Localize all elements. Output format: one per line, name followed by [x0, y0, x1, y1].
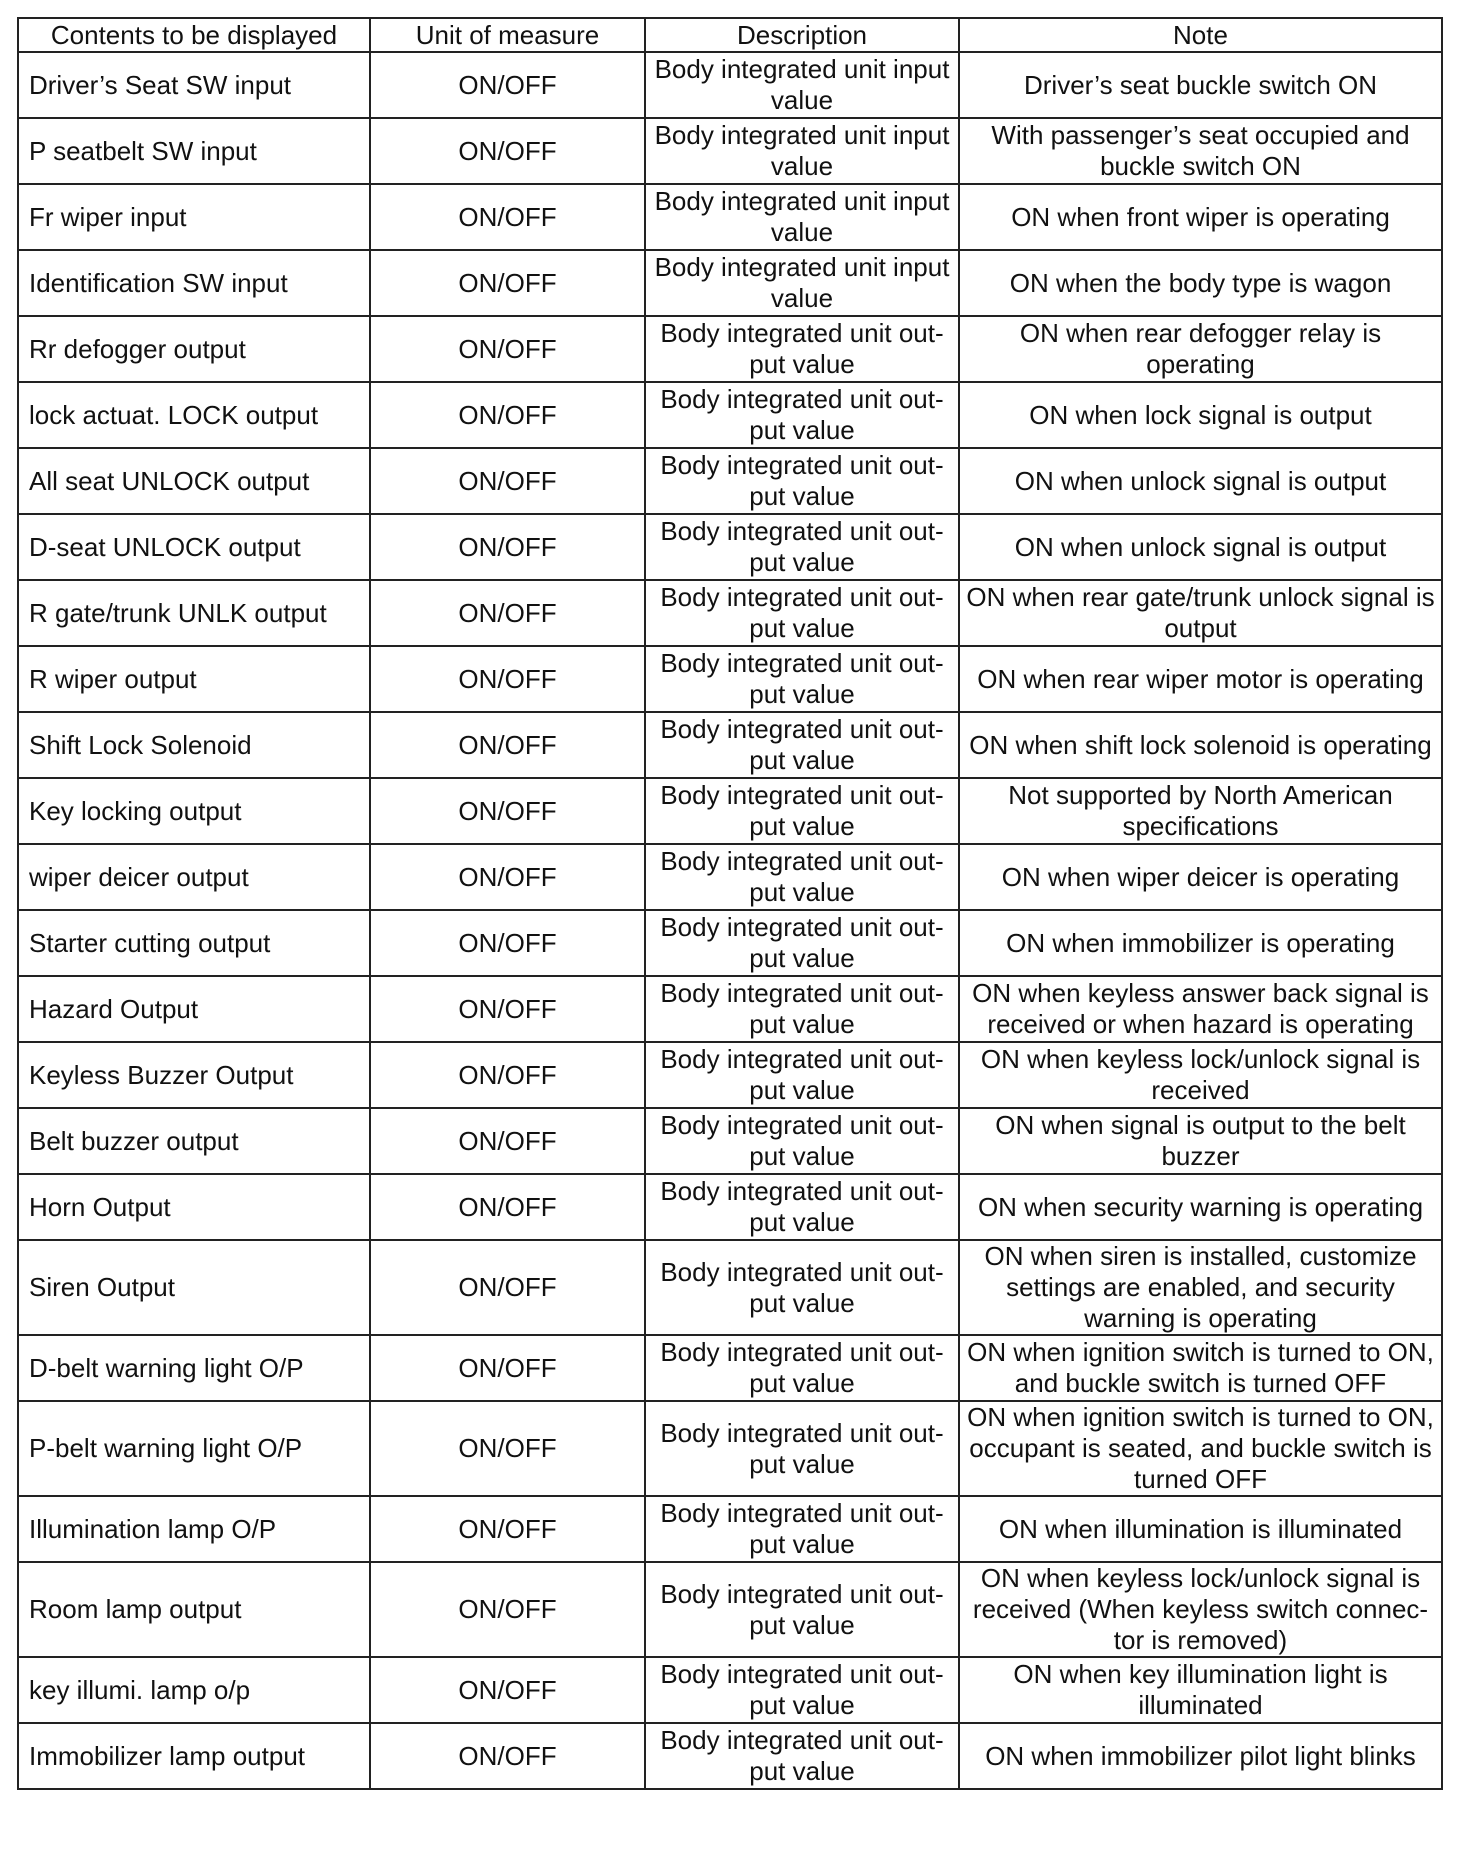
- row-description: Body integrated unit out-put value: [645, 1723, 959, 1789]
- row-note: ON when rear defogger relay is operating: [959, 316, 1442, 382]
- row-note: ON when immobilizer pilot light blinks: [959, 1723, 1442, 1789]
- row-unit: ON/OFF: [370, 1401, 645, 1496]
- table-row: [18, 1335, 1442, 1401]
- row-note: ON when the body type is wagon: [959, 250, 1442, 316]
- row-note: ON when security warning is operating: [959, 1174, 1442, 1240]
- row-note: ON when immobilizer is operating: [959, 910, 1442, 976]
- table-row: [18, 1401, 1442, 1496]
- table-row: [18, 1240, 1442, 1335]
- row-unit: ON/OFF: [370, 52, 645, 118]
- row-contents: Starter cutting output: [18, 910, 370, 976]
- row-description: Body integrated unit input value: [645, 52, 959, 118]
- row-contents: Siren Output: [18, 1240, 370, 1335]
- row-note: ON when front wiper is operating: [959, 184, 1442, 250]
- row-unit: ON/OFF: [370, 382, 645, 448]
- row-contents: Key locking output: [18, 778, 370, 844]
- row-contents: key illumi. lamp o/p: [18, 1657, 370, 1723]
- data-monitor-table: [17, 17, 1443, 1790]
- table-row: [18, 118, 1442, 184]
- row-description: Body integrated unit out-put value: [645, 1174, 959, 1240]
- row-contents: All seat UNLOCK output: [18, 448, 370, 514]
- row-description: Body integrated unit out-put value: [645, 778, 959, 844]
- row-description: Body integrated unit out-put value: [645, 844, 959, 910]
- row-unit: ON/OFF: [370, 1496, 645, 1562]
- row-description: Body integrated unit out-put value: [645, 1335, 959, 1401]
- row-note: ON when unlock signal is output: [959, 514, 1442, 580]
- row-contents: Immobilizer lamp output: [18, 1723, 370, 1789]
- row-note: ON when shift lock solenoid is operating: [959, 712, 1442, 778]
- row-note: ON when ignition switch is turned to ON, and buckle switch is turned OFF: [959, 1335, 1442, 1401]
- table-row: [18, 1496, 1442, 1562]
- row-description: Body integrated unit out-put value: [645, 1562, 959, 1657]
- row-description: Body integrated unit input value: [645, 250, 959, 316]
- table-row: [18, 1108, 1442, 1174]
- table-row: [18, 52, 1442, 118]
- table-row: [18, 646, 1442, 712]
- row-description: Body integrated unit out-put value: [645, 1401, 959, 1496]
- row-description: Body integrated unit input value: [645, 118, 959, 184]
- row-description: Body integrated unit out-put value: [645, 1108, 959, 1174]
- row-description: Body integrated unit out-put value: [645, 1042, 959, 1108]
- row-note: ON when siren is installed, customize settings are enabled, and security warning is operating: [959, 1240, 1442, 1335]
- row-description: Body integrated unit out-put value: [645, 1240, 959, 1335]
- row-unit: ON/OFF: [370, 1562, 645, 1657]
- row-contents: Room lamp output: [18, 1562, 370, 1657]
- row-contents: D-belt warning light O/P: [18, 1335, 370, 1401]
- row-description: Body integrated unit out-put value: [645, 316, 959, 382]
- row-unit: ON/OFF: [370, 1108, 645, 1174]
- table-row: [18, 910, 1442, 976]
- table-row: [18, 1657, 1442, 1723]
- row-description: Body integrated unit out-put value: [645, 646, 959, 712]
- row-unit: ON/OFF: [370, 1723, 645, 1789]
- row-description: Body integrated unit out-put value: [645, 580, 959, 646]
- table-row: [18, 1174, 1442, 1240]
- row-contents: R wiper output: [18, 646, 370, 712]
- row-description: Body integrated unit input value: [645, 184, 959, 250]
- row-note: ON when keyless answer back signal is received or when hazard is operating: [959, 976, 1442, 1042]
- row-contents: Identification SW input: [18, 250, 370, 316]
- row-contents: R gate/trunk UNLK output: [18, 580, 370, 646]
- table-row: [18, 382, 1442, 448]
- row-contents: P-belt warning light O/P: [18, 1401, 370, 1496]
- row-note: ON when unlock signal is output: [959, 448, 1442, 514]
- row-contents: P seatbelt SW input: [18, 118, 370, 184]
- header-description: Description: [645, 18, 959, 52]
- row-unit: ON/OFF: [370, 448, 645, 514]
- row-note: ON when ignition switch is turned to ON, occupant is seated, and buckle switch is turned OFF: [959, 1401, 1442, 1496]
- row-description: Body integrated unit out-put value: [645, 448, 959, 514]
- row-unit: ON/OFF: [370, 1657, 645, 1723]
- row-unit: ON/OFF: [370, 712, 645, 778]
- row-contents: Hazard Output: [18, 976, 370, 1042]
- row-unit: ON/OFF: [370, 976, 645, 1042]
- row-contents: wiper deicer output: [18, 844, 370, 910]
- row-unit: ON/OFF: [370, 250, 645, 316]
- row-note: ON when illumination is illuminated: [959, 1496, 1442, 1562]
- row-contents: Belt buzzer output: [18, 1108, 370, 1174]
- row-unit: ON/OFF: [370, 118, 645, 184]
- row-note: With passenger’s seat occupied and buckle switch ON: [959, 118, 1442, 184]
- table-row: [18, 448, 1442, 514]
- row-description: Body integrated unit out-put value: [645, 1657, 959, 1723]
- row-description: Body integrated unit out-put value: [645, 910, 959, 976]
- row-note: ON when rear gate/trunk unlock signal is output: [959, 580, 1442, 646]
- row-note: ON when keyless lock/unlock signal is received: [959, 1042, 1442, 1108]
- row-note: ON when rear wiper motor is operating: [959, 646, 1442, 712]
- table-row: [18, 580, 1442, 646]
- row-contents: Horn Output: [18, 1174, 370, 1240]
- table-row: [18, 1723, 1442, 1789]
- row-unit: ON/OFF: [370, 1174, 645, 1240]
- table-row: [18, 316, 1442, 382]
- row-unit: ON/OFF: [370, 1240, 645, 1335]
- row-unit: ON/OFF: [370, 646, 645, 712]
- table-row: [18, 250, 1442, 316]
- row-unit: ON/OFF: [370, 184, 645, 250]
- row-description: Body integrated unit out-put value: [645, 382, 959, 448]
- header-contents: Contents to be displayed: [18, 18, 370, 52]
- row-note: ON when signal is output to the belt buzzer: [959, 1108, 1442, 1174]
- row-note: ON when keyless lock/unlock signal is received (When keyless switch connec-tor is removed): [959, 1562, 1442, 1657]
- row-note: Driver’s seat buckle switch ON: [959, 52, 1442, 118]
- table-row: [18, 778, 1442, 844]
- row-note: ON when wiper deicer is operating: [959, 844, 1442, 910]
- row-unit: ON/OFF: [370, 910, 645, 976]
- row-note: ON when key illumination light is illuminated: [959, 1657, 1442, 1723]
- row-description: Body integrated unit out-put value: [645, 1496, 959, 1562]
- table-row: [18, 1562, 1442, 1657]
- table-row: [18, 514, 1442, 580]
- row-description: Body integrated unit out-put value: [645, 514, 959, 580]
- row-contents: D-seat UNLOCK output: [18, 514, 370, 580]
- row-unit: ON/OFF: [370, 316, 645, 382]
- row-note: ON when lock signal is output: [959, 382, 1442, 448]
- row-contents: Driver’s Seat SW input: [18, 52, 370, 118]
- table-row: [18, 1042, 1442, 1108]
- table-header-row: [18, 18, 1442, 52]
- header-unit: Unit of measure: [370, 18, 645, 52]
- table-row: [18, 712, 1442, 778]
- row-note: Not supported by North American specifications: [959, 778, 1442, 844]
- row-unit: ON/OFF: [370, 1042, 645, 1108]
- row-description: Body integrated unit out-put value: [645, 976, 959, 1042]
- header-note: Note: [959, 18, 1442, 52]
- row-contents: Illumination lamp O/P: [18, 1496, 370, 1562]
- table-row: [18, 844, 1442, 910]
- row-contents: Keyless Buzzer Output: [18, 1042, 370, 1108]
- table-row: [18, 976, 1442, 1042]
- row-contents: Shift Lock Solenoid: [18, 712, 370, 778]
- row-unit: ON/OFF: [370, 1335, 645, 1401]
- row-contents: Rr defogger output: [18, 316, 370, 382]
- row-unit: ON/OFF: [370, 580, 645, 646]
- table-row: [18, 184, 1442, 250]
- row-description: Body integrated unit out-put value: [645, 712, 959, 778]
- row-unit: ON/OFF: [370, 844, 645, 910]
- row-unit: ON/OFF: [370, 514, 645, 580]
- row-contents: Fr wiper input: [18, 184, 370, 250]
- row-contents: lock actuat. LOCK output: [18, 382, 370, 448]
- row-unit: ON/OFF: [370, 778, 645, 844]
